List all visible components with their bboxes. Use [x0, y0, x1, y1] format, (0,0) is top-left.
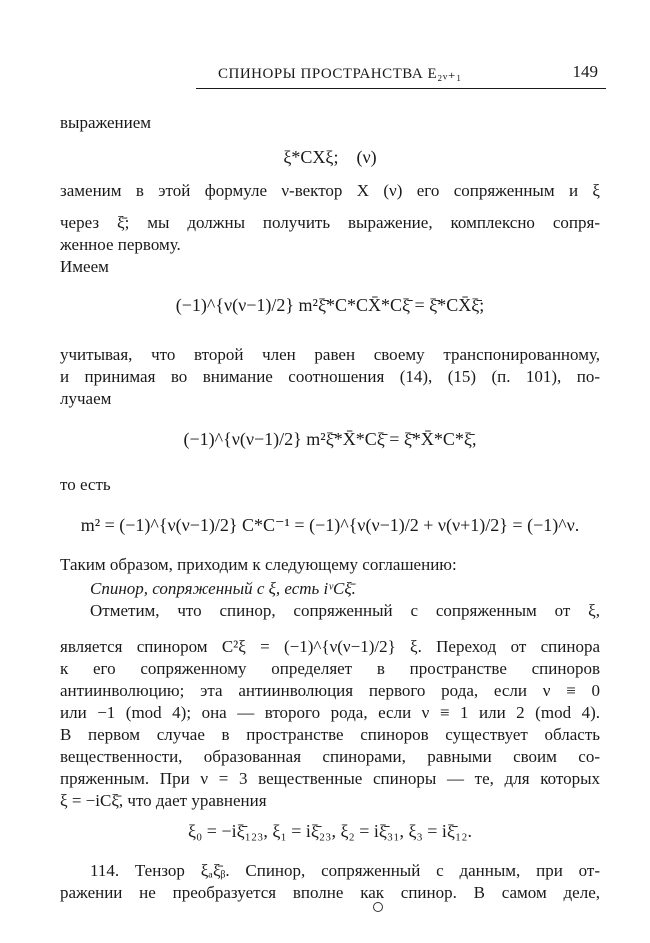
section-heading-line: 114. Тензор ξₐξ̄ᵦ. Спинор, сопряженный с данным, при от-	[90, 861, 600, 880]
text-line: ражении не преобразуется вполне как спинор. В самом деле,	[60, 883, 600, 902]
formula-4: m² = (−1)^{ν(ν−1)/2} C*C⁻¹ = (−1)^{ν(ν−1)/2 + ν(ν+1)/2} = (−1)^ν.	[80, 515, 580, 535]
text-line: выражением	[60, 113, 152, 132]
definition-line: Спинор, сопряженный с ξ, есть iᵛCξ̄.	[90, 579, 356, 598]
text-line: к его сопряженному определяет в пространстве спиноров	[60, 659, 600, 678]
text-line: В первом случае в пространстве спиноров существует область	[60, 725, 600, 744]
text-line: и принимая во внимание соотношения (14), (15) (п. 101), по-	[60, 367, 600, 386]
text-line: пряженным. При ν = 3 вещественные спиноры — те, для которых	[60, 769, 600, 788]
text-line: является спинором C²ξ = (−1)^{ν(ν−1)/2} ξ. Переход от спинора	[60, 637, 600, 656]
text-line: через ξ̄; мы должны получить выражение, комплексно сопря-	[60, 213, 600, 232]
header-title: СПИНОРЫ ПРОСТРАНСТВА E₂ᵥ₊₁	[218, 66, 462, 82]
text-line: учитывая, что второй член равен своему транспонированному,	[60, 345, 600, 364]
text-line: или −1 (mod 4); она — второго рода, если ν ≡ 1 или 2 (mod 4).	[60, 703, 600, 722]
running-header	[196, 62, 606, 89]
text-line: лучаем	[60, 389, 112, 408]
formula-1: ξ*CXξ; (ν)	[283, 147, 377, 167]
text-line: ξ = −iCξ̄, что дает уравнения	[60, 791, 267, 810]
page-number: 149	[572, 62, 598, 81]
formula-5: ξ₀ = −iξ̄₁₂₃, ξ₁ = iξ̄₂₃, ξ₂ = iξ̄₃₁, ξ₃ = iξ̄₁₂.	[187, 821, 473, 841]
text-line: Таким образом, приходим к следующему соглашению:	[60, 555, 457, 574]
page-mark	[373, 902, 383, 912]
text-line: вещественности, образованная спинорами, равными своим со-	[60, 747, 600, 766]
text-line: женное первому.	[60, 235, 181, 254]
formula-3: (−1)^{ν(ν−1)/2} m²ξ̄*X̄*Cξ̄ = ξ̄*X̄*C*ξ̄,	[183, 429, 477, 449]
text-line: антиинволюцию; эта антиинволюция первого рода, если ν ≡ 0	[60, 681, 600, 700]
formula-2: (−1)^{ν(ν−1)/2} m²ξ̄*C*CX̄*Cξ̄ = ξ̄*CX̄ξ̄;	[175, 295, 485, 315]
text-line: заменим в этой формуле ν-вектор X (ν) его сопряженным и ξ	[60, 181, 600, 200]
text-line: Отметим, что спинор, сопряженный с сопряженным от ξ,	[90, 601, 600, 620]
text-line: Имеем	[60, 257, 109, 276]
text-line: то есть	[60, 475, 111, 494]
